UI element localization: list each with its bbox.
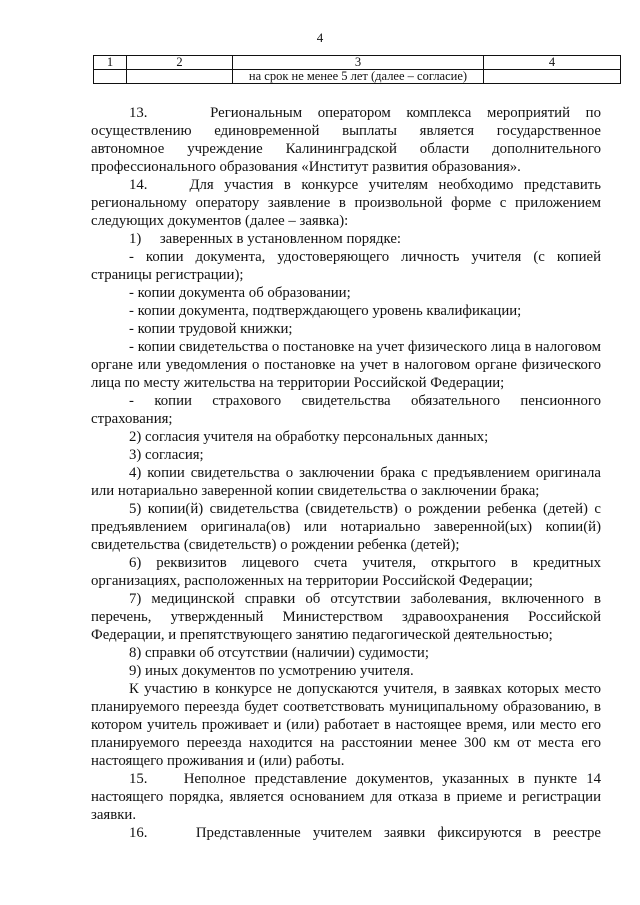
paragraph-13: 13. Региональным оператором комплекса мероприятий по осуществлению единовременной выплаты является государственное автономное учреждение Калининградской области дополнительного профессионального образования «Институт развития образования».	[91, 105, 601, 175]
exclusion-paragraph: К участию в конкурсе не допускаются учителя, в заявках которых место планируемого переезда будет соответствовать муниципальному образованию, в котором учитель проживает и (или) работает в настоящее время, или место его планируемого переезда находится на расстоянии менее 300 км от места его настоящего проживания и (или) работы.	[91, 681, 601, 769]
table-row	[94, 70, 621, 84]
document-body	[91, 104, 601, 842]
bullet-item: - копии трудовой книжки;	[129, 321, 293, 337]
table-cell	[127, 70, 233, 84]
list-item-6: 6) реквизитов лицевого счета учителя, открытого в кредитных организациях, расположенных на территории Российской Федерации;	[91, 555, 601, 589]
bullet-item: - копии страхового свидетельства обязательного пенсионного страхования;	[91, 393, 601, 427]
page-number: 4	[316, 30, 324, 45]
list-item-9: 9) иных документов по усмотрению учителя.	[129, 663, 414, 679]
table-header-row	[94, 56, 621, 70]
table-header-cell: 2	[127, 56, 233, 70]
paragraph-14: 14. Для участия в конкурсе учителям необходимо представить региональному оператору заявление в произвольной форме с приложением следующих документов (далее – заявка):	[91, 177, 601, 229]
bullet-item: - копии документа, подтверждающего уровень квалификации;	[129, 303, 522, 319]
list-item-4: 4) копии свидетельства о заключении брака с предъявлением оригинала или нотариально заверенной копии свидетельства о заключении брака;	[91, 465, 601, 499]
continuation-table	[93, 55, 621, 84]
table-cell	[94, 70, 127, 84]
list-item-1: 1) заверенных в установленном порядке:	[129, 231, 402, 247]
table-cell	[484, 70, 621, 84]
list-item-7: 7) медицинской справки об отсутствии заболевания, включенного в перечень, утвержденный Министерством здравоохранения Российской Федерации, и препятствующего занятию педагогической деятельностью;	[91, 591, 601, 643]
bullet-item: - копии свидетельства о постановке на учет физического лица в налоговом органе или уведомления о постановке на учет в налоговом органе физического лица по месту жительства на территории Российской Федерации;	[91, 339, 601, 391]
table-header-cell: 4	[484, 56, 621, 70]
table-cell: на срок не менее 5 лет (далее – согласие)	[233, 70, 484, 84]
paragraph-15: 15. Неполное представление документов, указанных в пункте 14 настоящего порядка, является основанием для отказа в приеме и регистрации заявки.	[91, 771, 601, 823]
bullet-item: - копии документа об образовании;	[129, 285, 351, 301]
list-item-2: 2) согласия учителя на обработку персональных данных;	[129, 429, 489, 445]
bullet-item: - копии документа, удостоверяющего личность учителя (с копией страницы регистрации);	[91, 249, 601, 283]
table-header-cell: 1	[94, 56, 127, 70]
table-header-cell: 3	[233, 56, 484, 70]
paragraph-16: 16. Представленные учителем заявки фиксируются в реестре	[129, 825, 601, 841]
list-item-3: 3) согласия;	[129, 447, 204, 463]
list-item-5: 5) копии(й) свидетельства (свидетельств) о рождении ребенка (детей) с предъявлением оригинала(ов) или нотариально заверенной(ых) копии(й) свидетельства (свидетельств) о рождении ребенка (детей);	[91, 501, 601, 553]
list-item-8: 8) справки об отсутствии (наличии) судимости;	[129, 645, 429, 661]
